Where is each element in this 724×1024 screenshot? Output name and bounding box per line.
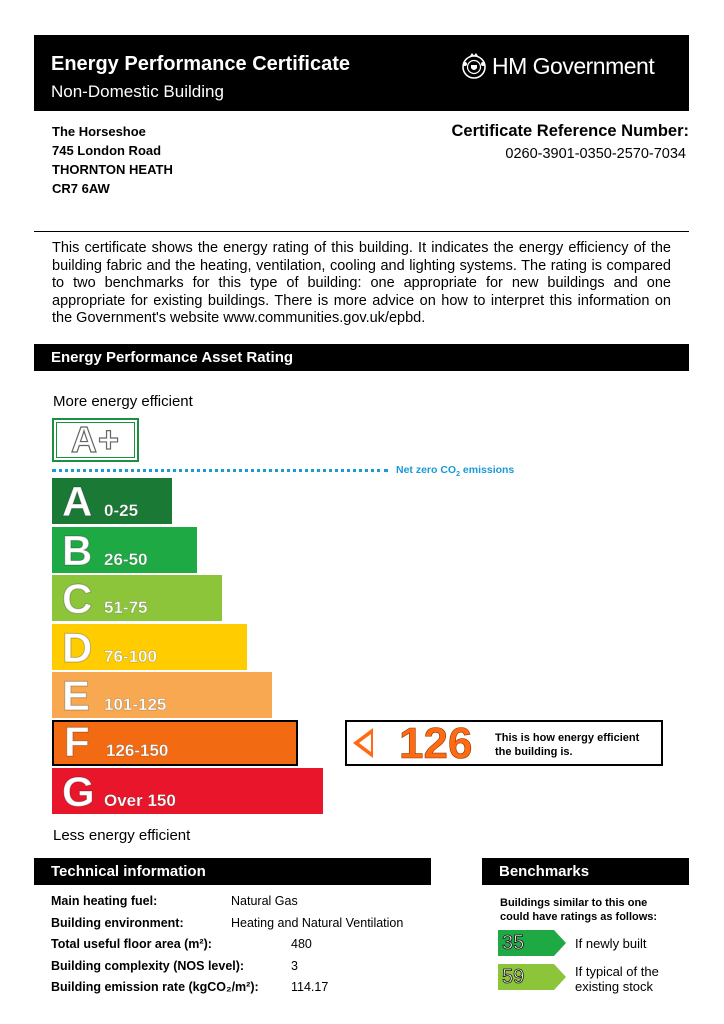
- technical-info-section-title: Technical information: [34, 858, 431, 885]
- benchmark-label-line: If newly built: [575, 936, 647, 951]
- intro-paragraph: This certificate shows the energy rating of this building. It indicates the energy efficiency of the building fabric and the heating, ventilation, cooling and lighting systems. The rating is compared to two benchmarks for this type of building: one appropriate for new buildings and one appropriate for existing buildings. There is more advice on how to interpret this information on the Government's website www.communities.gov.uk/epbd.: [34, 231, 689, 328]
- band-f: [52, 720, 298, 766]
- rating-text-line: the building is.: [495, 746, 573, 758]
- rating-arrow-inner: [359, 734, 371, 752]
- band-letter: F: [64, 718, 90, 765]
- band-letter: C: [62, 575, 93, 622]
- benchmarks-intro-line: Buildings similar to this one: [500, 897, 648, 909]
- band-range: 126-150: [106, 741, 169, 760]
- tech-value: Heating and Natural Ventilation: [231, 916, 404, 930]
- tech-label: Building complexity (NOS level):: [51, 959, 245, 973]
- band-range: 51-75: [104, 598, 148, 617]
- band-c: [52, 575, 222, 621]
- tech-row: [51, 959, 441, 979]
- net-zero-label: [396, 464, 514, 478]
- benchmark-new-build: [498, 930, 566, 956]
- less-efficient-label: Less energy efficient: [53, 827, 191, 844]
- band-range: Over 150: [104, 791, 176, 810]
- band-b: [52, 527, 197, 573]
- tech-value: 114.17: [291, 980, 329, 994]
- band-d: [52, 624, 247, 670]
- benchmarks-section-title: Benchmarks: [482, 858, 689, 885]
- brand-name: HM Government: [492, 52, 655, 79]
- band-letter: E: [62, 672, 91, 719]
- band-range: 26-50: [104, 550, 148, 569]
- band-a-plus-label: A+: [56, 422, 135, 458]
- certificate-subtitle: Non-Domestic Building: [51, 82, 224, 101]
- benchmark-value: 35: [502, 932, 525, 954]
- net-zero-dotted-line: [52, 469, 388, 472]
- band-letter: D: [62, 624, 93, 671]
- current-rating-indicator: [345, 720, 663, 766]
- tech-row: [51, 916, 441, 936]
- net-zero-line: [52, 463, 632, 477]
- benchmark-label: [575, 936, 647, 951]
- address-line: The Horseshoe: [52, 124, 146, 139]
- benchmark-label: [575, 964, 659, 994]
- tech-row: [51, 980, 441, 1000]
- hm-government-logo: [460, 52, 654, 80]
- band-letter: A: [62, 478, 93, 525]
- benchmark-existing-stock: [498, 964, 566, 990]
- tech-label: Building emission rate (kgCO₂/m²):: [51, 980, 259, 994]
- current-rating-value: 126: [399, 719, 473, 768]
- tech-value: Natural Gas: [231, 894, 298, 908]
- certificate-title: Energy Performance Certificate: [51, 53, 351, 75]
- benchmark-value: 59: [502, 966, 525, 988]
- band-range: 101-125: [104, 695, 167, 714]
- band-a-plus: [52, 418, 139, 462]
- band-letter: G: [62, 768, 95, 815]
- band-g: [52, 768, 323, 814]
- net-zero-label-text: Net zero CO: [396, 464, 457, 476]
- current-rating-description: [495, 731, 639, 759]
- tech-value: 480: [291, 937, 312, 951]
- tech-value: 3: [291, 959, 298, 973]
- more-efficient-label: More energy efficient: [53, 393, 193, 410]
- address-line: THORNTON HEATH: [52, 162, 173, 177]
- royal-crest-icon: [460, 52, 488, 80]
- tech-label: Total useful floor area (m²):: [51, 937, 212, 951]
- band-e: [52, 672, 272, 718]
- rating-text-line: This is how energy efficient: [495, 732, 640, 744]
- certificate-header: [34, 35, 689, 111]
- certificate-reference-label: Certificate Reference Number:: [451, 122, 689, 140]
- band-range: 0-25: [104, 501, 139, 520]
- benchmark-label-line: If typical of the: [575, 964, 659, 979]
- band-range: 76-100: [104, 647, 157, 666]
- address-line: CR7 6AW: [52, 181, 110, 196]
- net-zero-label-suffix: emissions: [460, 464, 515, 476]
- benchmark-label-line: existing stock: [575, 979, 654, 994]
- asset-rating-section-title: Energy Performance Asset Rating: [34, 344, 689, 371]
- address-line: 745 London Road: [52, 143, 162, 158]
- tech-label: Building environment:: [51, 916, 184, 930]
- band-a: [52, 478, 172, 524]
- certificate-reference-number: 0260-3901-0350-2570-7034: [505, 146, 686, 162]
- tech-row: [51, 937, 441, 957]
- benchmarks-intro: [500, 896, 657, 924]
- net-zero-subscript: 2: [456, 471, 460, 479]
- building-address: [52, 122, 173, 198]
- tech-row: [51, 894, 441, 914]
- tech-label: Main heating fuel:: [51, 894, 158, 908]
- benchmarks-intro-line: could have ratings as follows:: [500, 911, 658, 923]
- band-letter: B: [62, 527, 93, 574]
